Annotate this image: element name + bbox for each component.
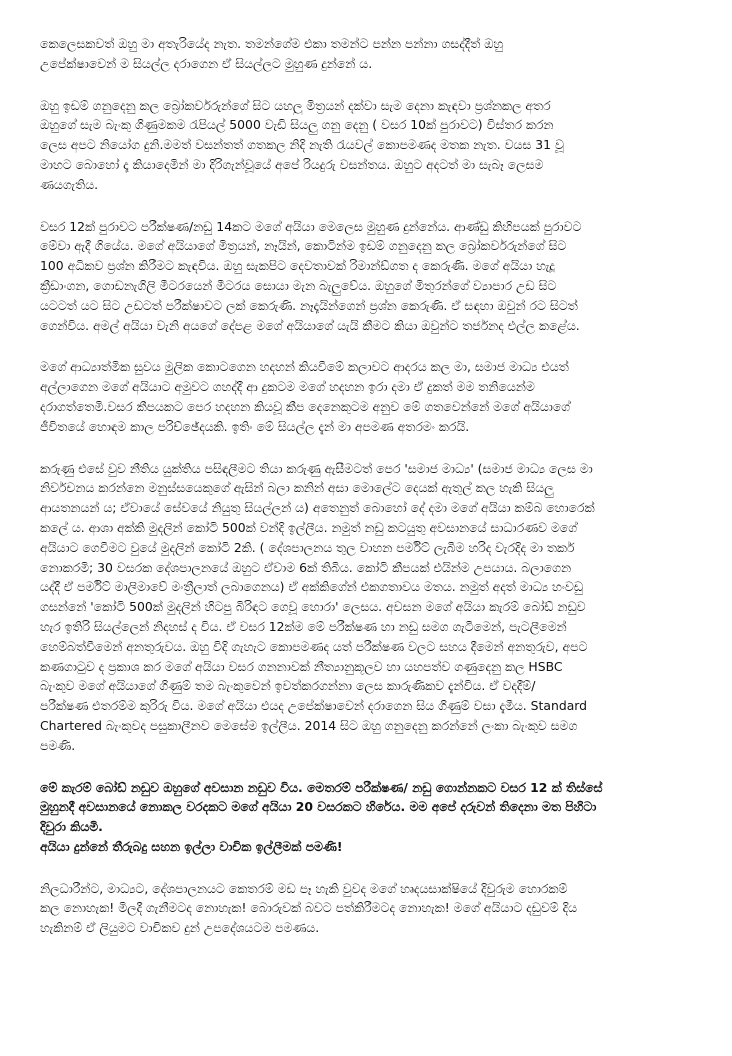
text-line: නිර්වචනය කරන්නෙ මනුස්සයෙකුගේ ඇසින් බලා කනින් අසා මොලේට දෙයක් ඇතුල් කල හැකි සියලු [40, 480, 554, 496]
paragraph-1 [40, 34, 692, 74]
text-line: දරාගත්තෙමි.වසර කීපයකට පෙර හදහන කියවූ කීප දෙනෙකුටම අනුව මේ ගතවෙන්නේ මගේ අයියාගේ [40, 398, 571, 414]
text-line: ජීවිතයේ හොඳම කාල පරිච්ඡේදයකි. ඉතිං මේ සියල්ල දැන් මා අපමණ අතරමං කරයි. [40, 418, 470, 434]
text-line: යටටත් යට සිට උඩටත් පරීක්ෂාවට ලක් කෙරුණි. නෑදෑයින්ගෙන් ප්‍රශ්න කෙරුණි. ඒ සඳහා ඔවුන් රට සිටත් [40, 297, 578, 313]
text-line: දිවුරා කියමි. [40, 819, 103, 835]
paragraph-7 [40, 879, 692, 938]
text-line: ලෙස අපට නියෝග දුනි.මමත් වසන්තත් ගතකල නිදි නැති රැයවල් කොපමණද මතක නැත. වයස 31 වූ [40, 137, 564, 153]
text-line: මේවා ඇදී ගියේය. මගේ අයියාගේ මිත්‍රයන්, නෑයින්, කොටින්ම ඉඩම් ගනුදෙනු කල බ්‍රෝකර්වරුන්ගේ සිට [40, 238, 567, 254]
text-line: යද්දී ඒ පර්මිට් මාලිමාවේ මංත්‍රීලාත් ලබාගෙනය) ඒ අක්කිගේන් එකගතාවය මතය. නමුත් අදත් මාධ්‍ය හංවඩු [40, 579, 583, 595]
text-line: ඔහු ඉඩම් ගනුදෙනු කල බ්‍රෝකර්වරුන්ගේ සිට යහලු මිත්‍රයන් දක්වා සැම දෙනා කැඳවා ප්‍රශ්නකල අතර [40, 97, 551, 113]
text-line: හැකිනම් ඒ ලියුමට වාචිකව දුන් උපදේශයටම පමණය. [40, 920, 320, 936]
paragraph-6 [40, 778, 692, 857]
text-line: නොකරමි; 30 වසරක දේශපාලනයේ ඔහුට ඒවාම 6ක් තිබිය. කෝටි කීපයක් එයින්ම උපයාය. බලාගෙන [40, 559, 572, 575]
text-line: හෙම්බත්වීමෙන් අනතුරුවය. ඔහු විදි ගැහැට කොපමණද යත් පරීක්ෂණ වලට සහය දීමෙන් අනතුරුව, අපට [40, 638, 588, 654]
text-line: කෙලෙසකවත් ඔහු මා අතැරියේද නැත. තමන්ගේම එකා තමන්ට පන්න පන්නා ගසද්දීත් ඔහු [40, 36, 504, 51]
text-line: මුහුනදී අවසානයේ නොකල වරදකට මගේ අයියා 20 වසරකට හිරේය. මම අපේ දරුවන් තිදෙනා මත පිහිටා [40, 799, 597, 815]
text-line: අයියාට ගෙවීමට වුයේ මුදලින් කෝටි 2කි. ( දේශපාලනය තුල වාහන පර්මිට් ලැබීම හරිද වැරදිද මා තර්ක [40, 539, 575, 555]
paragraph-4 [40, 357, 692, 436]
text-line: හැර ඉතිරි සියල්ලෙන් නිදහස් ද විය. ඒ වසර 12ක්ම මේ පරීක්ෂණ හා නඩු සමග ගැටීමෙන්, පැටලීමෙන් [40, 618, 567, 634]
text-line: අයියා දුන්නේ තීරුබදු සහන ඉල්ලා වාචික ඉල්ලීමක් පමණි! [40, 838, 343, 854]
paragraph-3 [40, 217, 692, 336]
text-line: කරුණු එසේ වුව නීතිය යුක්තිය පසිඳලීමට තියා කරුණු ඇසීමටත් පෙර 'සමාජ මාධ්‍ය' (සමාජ මාධ්‍ය ලෙස මා [40, 460, 593, 476]
text-line: ගෙන්විය. අමල් අයියා වැනි අයගේ දේපළ මගේ අයියාගේ යැයි කීමට කියා ඔවුන්ට තර්ජනද එල්ල කළේය. [40, 317, 580, 333]
text-line: ආයතනයන් ය; ඒවායේ සේවයේ නියුතු සියල්ලන් ය) අතෙනුත් බොහෝ දේ දමා මගේ අයියා කම්බ හොරෙක් [40, 500, 595, 516]
text-line: ඔහුගේ සැම බැංකු ගිණුමකම රැපියල් 5000 වැඩි සියලු ගනු දෙනු ( වසර 10ක් පුරාවට) විස්තර කරන [40, 117, 554, 133]
document-body [40, 34, 692, 938]
text-line: කලේ ය. ආශා අක්කි මුදලින් කෝටි 500ක් වන්දි ඉල්ලීය. නමුත් නඩු කටයුතු අවසානයේ සාධාරණව මගේ [40, 519, 578, 535]
text-line: 100 අධිකව ප්‍රශ්න කිරීමට කැඳවිය. ඔහු සැකපිට දෙවතාවක් රිමාන්ඩ්ගත ද කෙරුණි. මගේ අයියා හැදූ [40, 258, 555, 274]
text-line: කල නොහැක! මිලදී ගැනීමටද නොහැක! බොරුවක් බවට පත්කිරීමටද නොහැක! මගේ අයියාට දඩුවම් දිය [40, 900, 578, 916]
text-line: ගසන්නේ 'කෝටි 500ක් මුදලින් හිටපු බිරිඳට ගෙවූ හොරා' ලෙසය. අවසන මගේ අයියා කැරම් බෝඩ් නඩුව [40, 599, 586, 615]
text-line: නිලධාරීන්ට, මාධ්‍යට, දේශපාලනයට කෙතරම් මඩ පෑ හැකි වුවද මගේ හෘදයසාක්ෂියේ දිවුරුම හොරකම් [40, 880, 568, 896]
text-line: මේ කැරම් බෝඩ් නඩුව ඔහුගේ අවසාන නඩුව විය. මෙතරම් පරීක්ෂණ/ නඩු ගොන්නකට වසර 12 ක් තිස්සේ [40, 779, 603, 795]
text-line: Chartered බැංකුවද පසුකාලීනව මෙසේම ඉල්ලීය. 2014 සිට ඔහු ගනුදෙනු කරන්නේ ලංකා බැංකුව සමග [40, 717, 578, 733]
text-line: පරීක්ෂණ එතරම්ම කුරිරු විය. මගේ අයියා එයද උපේක්ෂාවෙන් දරාගෙන සිය ගිණුම් වසා දැමීය. Standard [40, 698, 588, 714]
text-line: ක්‍රීඩාංගන, ගොඩනැගිලි මීටරයෙන් මීටරය සොයා මැන බැලුවේය. ඔහුගේ මිතුරන්ගේ ව්‍යාපාර උඩ සිට [40, 277, 557, 293]
text-line: බැංකුව මගේ අයියාගේ ගිණුම් තම බැංකුවෙන් ඉවත්කරගන්නා ලෙස කාරුණිකව දැන්විය. ඒ වදදීම්/ [40, 678, 536, 694]
text-line: අල්ලාගෙන මගේ අයියාට අමුවට ගහද්දී ආ දුකටම මගේ හදහන ඉරා දමා ඒ දුකත් මම තනියෙන්ම [40, 379, 535, 395]
text-line: පමණි. [40, 737, 76, 753]
text-line: උපේක්ෂාවෙන් ම සියල්ල දරාගෙන ඒ සියල්ලට මුහුණ දුන්නේ ය. [40, 55, 373, 71]
paragraph-2 [40, 96, 692, 195]
text-line: කණගාටුව ද ප්‍රකාශ කර මගේ අයියා වසර ගනනාවක් නීත්‍යානුකූලව හා යහපත්ව ගණුදෙනු කල HSBC [40, 658, 563, 674]
text-line: වසර 12ක් පුරාවට පරීක්ෂණ/නඩු 14කට මගේ අයියා මෙලෙස මුහුණ දුන්නේය. ආණ්ඩු කිහිපයක් පුරාවට [40, 218, 582, 234]
paragraph-5 [40, 459, 692, 756]
text-line: මාහට බොහෝ දෑ කියාදෙමින් මා දිරිගැන්වූයේ අපේ රියදුරු වසන්තය. ඔහුට අදටත් මා සැබෑ ලෙසම [40, 156, 544, 172]
text-line: ණයගැතිය. [40, 176, 99, 192]
text-line: මගේ ආධ්‍යාත්මික සුවය මුලික කොටගෙන හදහන් කියවීමේ කලාවට ආදරය කල මා, සමාජ මාධ්‍ය එයත් [40, 359, 569, 375]
